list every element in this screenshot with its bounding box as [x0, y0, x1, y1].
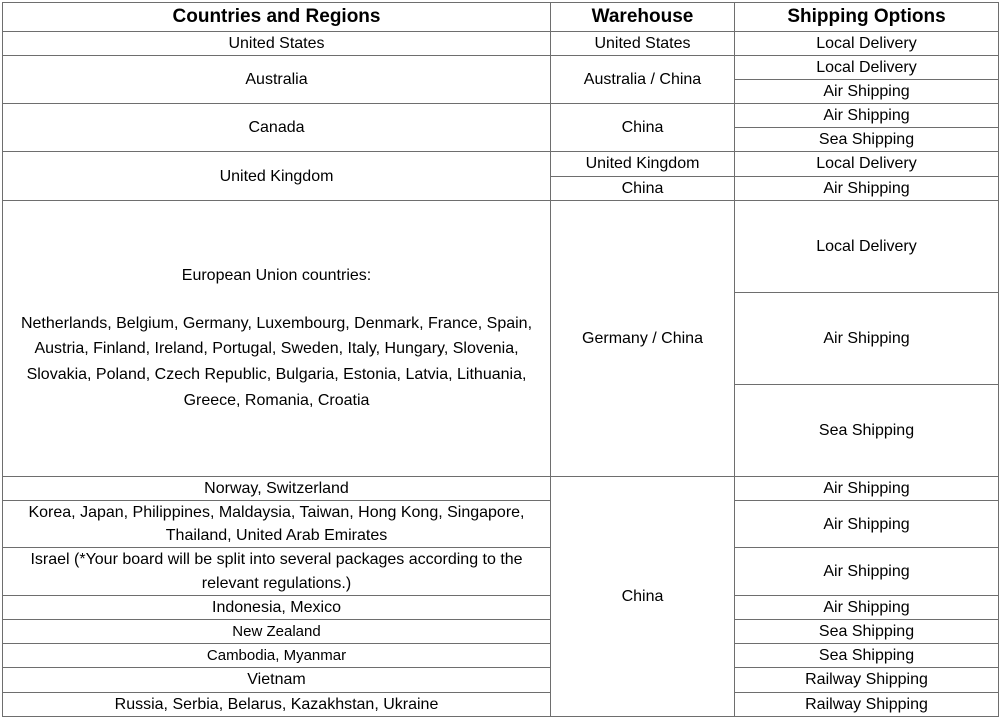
shipping-cell: Railway Shipping [735, 668, 999, 692]
region-cell: Norway, Switzerland [3, 476, 551, 500]
shipping-cell: Local Delivery [735, 152, 999, 176]
table-row [3, 501, 999, 548]
region-cell: Korea, Japan, Philippines, Maldaysia, Taiwan, Hong Kong, Singapore, Thailand, United Arab Emirates [3, 501, 551, 548]
region-cell: United States [3, 31, 551, 55]
table-row [3, 476, 999, 500]
header-countries-regions: Countries and Regions [3, 3, 551, 32]
header-warehouse: Warehouse [551, 3, 735, 32]
shipping-cell: Sea Shipping [735, 644, 999, 668]
shipping-cell: Air Shipping [735, 292, 999, 384]
region-cell: Canada [3, 104, 551, 152]
shipping-cell: Air Shipping [735, 79, 999, 103]
warehouse-cell: United Kingdom [551, 152, 735, 176]
shipping-cell: Air Shipping [735, 501, 999, 548]
region-cell: New Zealand [3, 619, 551, 643]
region-cell: Israel (*Your board will be split into several packages according to the relevant regulations.) [3, 548, 551, 595]
shipping-cell: Local Delivery [735, 55, 999, 79]
shipping-table [2, 2, 999, 717]
region-cell: Russia, Serbia, Belarus, Kazakhstan, Ukraine [3, 692, 551, 716]
eu-region-cell [3, 200, 551, 476]
warehouse-cell: China [551, 176, 735, 200]
table-row [3, 692, 999, 716]
warehouse-cell: China [551, 476, 735, 716]
region-cell: Indonesia, Mexico [3, 595, 551, 619]
table-row [3, 55, 999, 79]
warehouse-cell: Germany / China [551, 200, 735, 476]
shipping-cell: Local Delivery [735, 31, 999, 55]
table-row [3, 595, 999, 619]
table-row [3, 200, 999, 292]
region-cell: United Kingdom [3, 152, 551, 200]
header-row [3, 3, 999, 32]
eu-title: European Union countries: [181, 266, 372, 284]
region-cell: Vietnam [3, 668, 551, 692]
shipping-cell: Local Delivery [735, 200, 999, 292]
table-row [3, 548, 999, 595]
warehouse-cell: Australia / China [551, 55, 735, 103]
table-row [3, 619, 999, 643]
table-row [3, 152, 999, 176]
shipping-cell: Air Shipping [735, 595, 999, 619]
header-shipping-options: Shipping Options [735, 3, 999, 32]
shipping-cell: Air Shipping [735, 104, 999, 128]
region-cell: Australia [3, 55, 551, 103]
shipping-cell: Air Shipping [735, 476, 999, 500]
warehouse-cell: China [551, 104, 735, 152]
shipping-cell: Air Shipping [735, 176, 999, 200]
eu-countries: Netherlands, Belgium, Germany, Luxembourg, Denmark, France, Spain, Austria, Finland, Ireland, Portugal, Sweden, Italy, Hungary, Slovenia, Slovakia, Poland, Czech Republic, Bulgaria, Estonia, Latvia, Lithuania, Greece, Romania, Croatia [20, 314, 533, 410]
warehouse-cell: United States [551, 31, 735, 55]
table-row [3, 668, 999, 692]
region-cell: Cambodia, Myanmar [3, 644, 551, 668]
table-row [3, 644, 999, 668]
table-row [3, 104, 999, 128]
shipping-cell: Sea Shipping [735, 128, 999, 152]
shipping-cell: Railway Shipping [735, 692, 999, 716]
shipping-cell: Sea Shipping [735, 619, 999, 643]
shipping-cell: Sea Shipping [735, 384, 999, 476]
table-row [3, 31, 999, 55]
shipping-cell: Air Shipping [735, 548, 999, 595]
